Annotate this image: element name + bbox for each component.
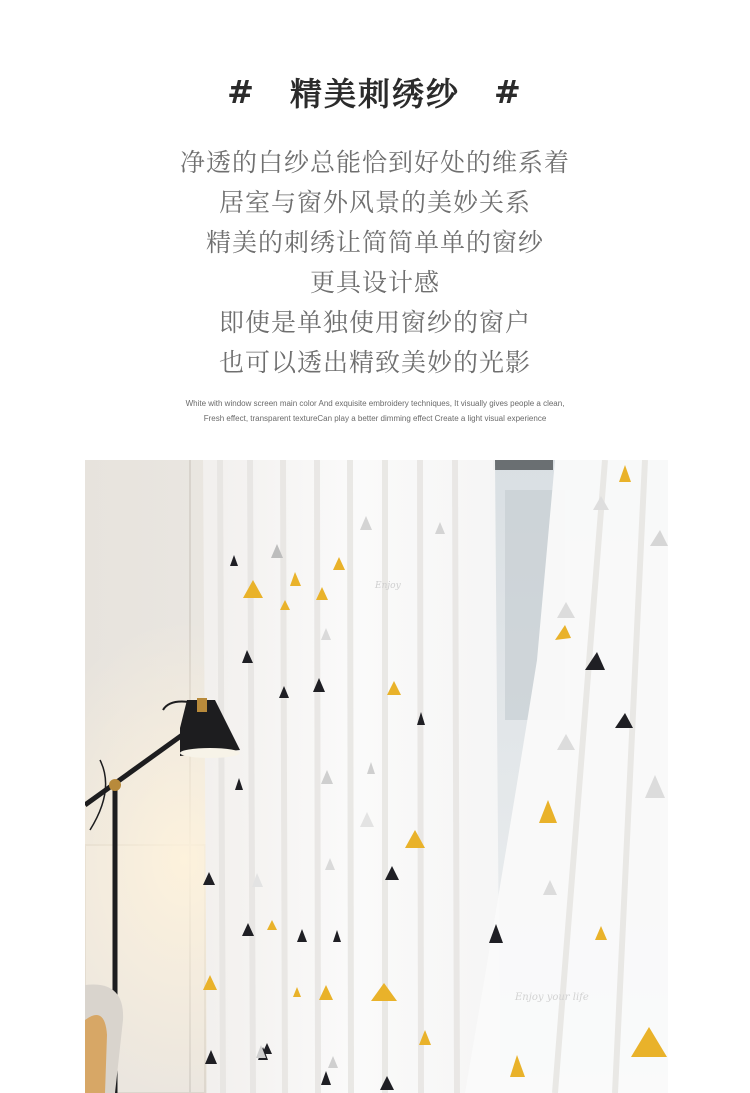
english-caption-line: Fresh effect, transparent textureCan play a better dimming effect Create a light visual experience bbox=[203, 414, 547, 423]
description-line: 即使是单独使用窗纱的窗户 bbox=[218, 308, 531, 337]
description-line: 更具设计感 bbox=[309, 268, 440, 297]
product-photo bbox=[85, 460, 668, 1093]
description-block bbox=[0, 143, 750, 383]
title-text: 精美刺绣纱 bbox=[289, 75, 460, 113]
english-caption bbox=[0, 396, 750, 426]
svg-text:Enjoy: Enjoy bbox=[375, 581, 401, 591]
curtain-illustration bbox=[85, 460, 668, 1093]
svg-text:Enjoy your life: Enjoy your life bbox=[515, 992, 589, 1003]
title-hash-left: # bbox=[227, 73, 256, 111]
description-line: 精美的刺绣让简简单单的窗纱 bbox=[205, 228, 544, 257]
title-hash-right: # bbox=[494, 73, 523, 111]
description-line: 也可以透出精致美妙的光影 bbox=[218, 348, 531, 377]
description-line: 净透的白纱总能恰到好处的维系着 bbox=[179, 148, 570, 177]
english-caption-line: White with window screen main color And exquisite embroidery techniques, It visually gives people a clean, bbox=[185, 399, 565, 408]
section-title bbox=[0, 70, 750, 114]
description-line: 居室与窗外风景的美妙关系 bbox=[218, 188, 531, 217]
